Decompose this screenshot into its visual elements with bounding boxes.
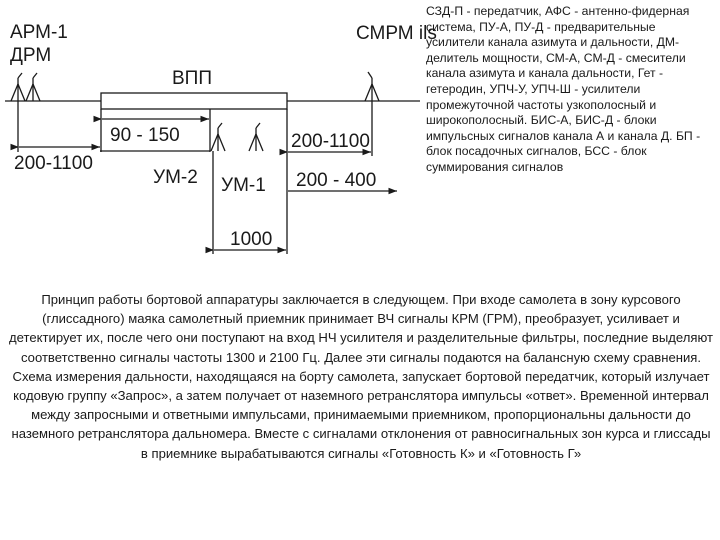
- label-um2: УМ-2: [153, 167, 198, 188]
- label-um1: УМ-1: [221, 175, 266, 196]
- label-200-1100-left: 200-1100: [14, 153, 93, 174]
- label-1000: 1000: [230, 229, 273, 250]
- legend-text: СЗД-П - передатчик, АФС - антенно-фидерная система, ПУ-А, ПУ-Д - предварительные усилители канала азимута и дальности, ДМ- делитель мощности, СМ-А, СМ-Д - смесители канала азимута и канала дальности, Гет - гетеродин, УПЧ-У, УПЧ-Ш - усилители промежуточной частоты узкополосный и широкополосный. БИС-А, БИС-Д - блоки импульсных сигналов канала А и канала Д. БП - блок посадочных сигналов, БСС - блок суммирования сигналов: [426, 4, 701, 174]
- label-vpp: ВПП: [172, 68, 212, 89]
- um-antenna-icon: [211, 123, 263, 151]
- paragraph-2: Схема измерения дальности, находящаяся на борту самолета, запускает бортовой передатчик, который излучает кодовую группу «Запрос», а затем получает от наземного ретранслятора импульсы «ответ». Временной интервал между запросными и ответными импульсами, принимаемыми приемником, пропорциональны дальности до наземного ретранслятора дальномера. Вместе с сигналами отклонения от равносигнальных зон курса и глиссады в приемнике вырабатываются сигналы «Готовность К» и «Готовность Г»: [11, 368, 711, 461]
- label-200-400: 200 - 400: [296, 170, 377, 191]
- label-200-1100-right: 200-1100: [291, 131, 370, 152]
- label-arm1: АРМ-1: [10, 22, 68, 43]
- arm-drm-antenna-icon: [11, 73, 40, 101]
- label-smrm: СМРМ ils: [356, 23, 437, 44]
- smrm-antenna-icon: [365, 72, 379, 101]
- paragraph-1: Принцип работы бортовой аппаратуры заключается в следующем. При входе самолета в зону курсового (глиссадного) маяка самолетный приемник принимает ВЧ сигналы КРМ (ГРМ), преобразует, усиливает и детектирует их, после чего они поступают на вход НЧ усилителя и разделительные фильтры, последние выделяют соответственно сигналы частоты 1300 и 2100 Гц. Далее эти сигналы подаются на балансную схему сравнения.: [9, 292, 713, 365]
- body-text: [8, 290, 714, 463]
- label-90-150: 90 - 150: [110, 125, 180, 146]
- runway-rect: [101, 93, 287, 109]
- label-drm: ДРМ: [10, 45, 52, 66]
